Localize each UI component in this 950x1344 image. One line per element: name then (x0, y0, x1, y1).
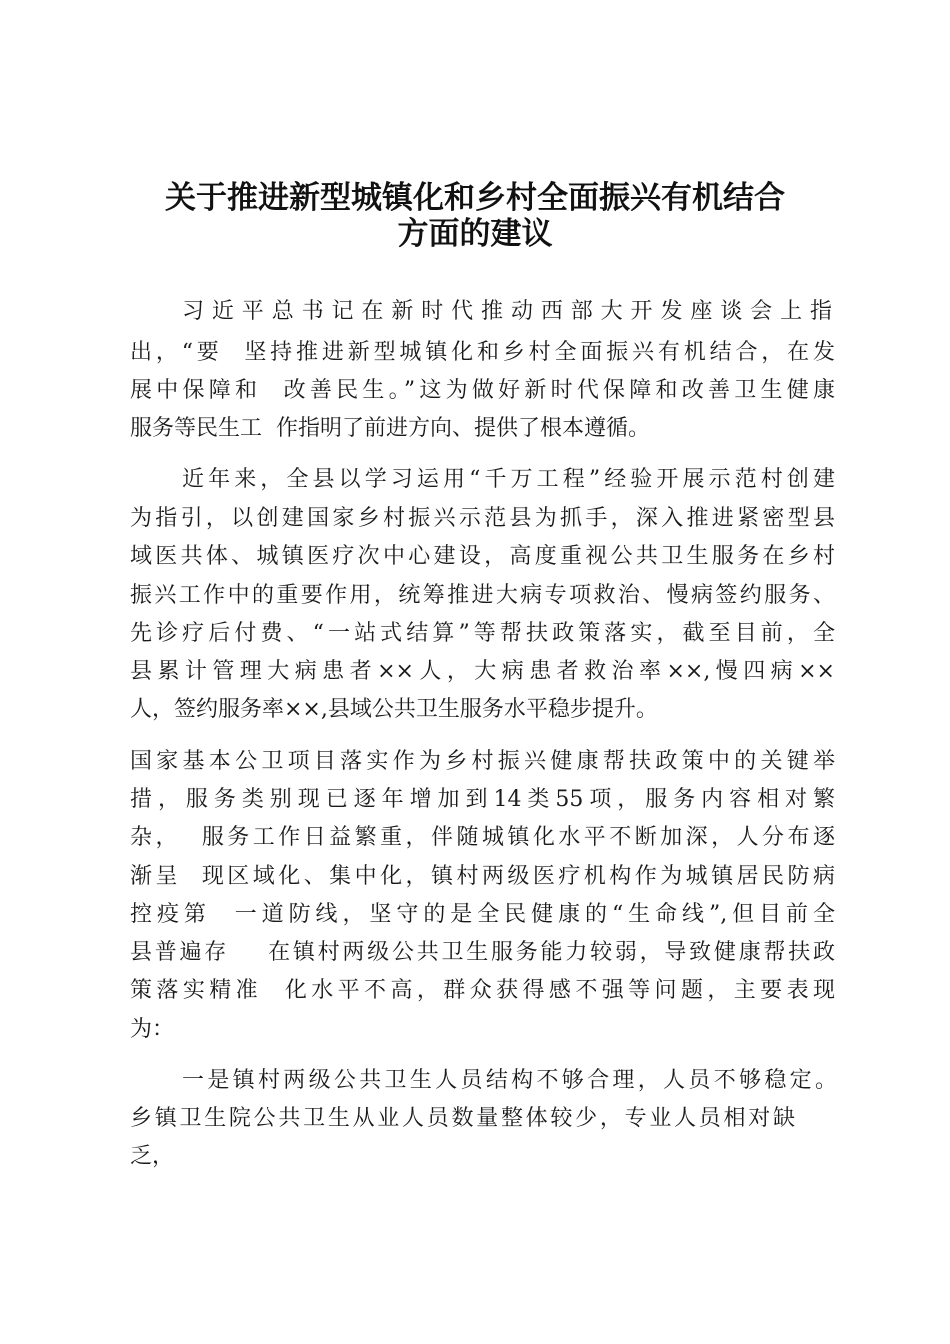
paragraph-line: 控疫第 一道防线，坚守的是全民健康的“生命线”,但目前全 (130, 902, 835, 927)
paragraph-line: 习近平总书记在新时代推动西部大开发座谈会上指 (182, 299, 832, 324)
paragraph-line: 策落实精准 化水平不高，群众获得感不强等问题，主要表现 (130, 978, 835, 1003)
paragraph-line: 展中保障和 改善民生。”这为做好新时代保障和改善卫生健康 (130, 378, 835, 403)
paragraph-line: 县普遍存 在镇村两级公共卫生服务能力较弱，导致健康帮扶政 (130, 940, 835, 965)
document-title-line-1: 关于推进新型城镇化和乡村全面振兴有机结合 (165, 180, 785, 216)
paragraph-line: 服务等民生工 作指明了前进方向、提供了根本遵循。 (130, 416, 650, 441)
paragraph-line: 一是镇村两级公共卫生人员结构不够合理，人员不够稳定。 (182, 1068, 837, 1093)
paragraph-line: 先诊疗后付费、“一站式结算”等帮扶政策落实，截至目前，全 (130, 621, 835, 646)
paragraph-line: 出，“要 坚持推进新型城镇化和乡村全面振兴有机结合，在发 (130, 340, 835, 365)
paragraph-line: 乡镇卫生院公共卫生从业人员数量整体较少，专业人员相对缺 (130, 1106, 795, 1131)
paragraph-line: 县累计管理大病患者××人，大病患者救治率××,慢四病×× (130, 659, 835, 684)
paragraph-line: 为指引，以创建国家乡村振兴示范县为抓手，深入推进紧密型县 (130, 506, 835, 531)
paragraph-line: 国家基本公卫项目落实作为乡村振兴健康帮扶政策中的关键举 (130, 749, 835, 774)
paragraph-line: 近年来，全县以学习运用“千万工程”经验开展示范村创建 (182, 467, 835, 492)
document-title-line-2: 方面的建议 (397, 216, 553, 252)
paragraph-line: 措，服务类别现已逐年增加到14类55项，服务内容相对繁 (130, 787, 835, 812)
paragraph-line: 乏， (130, 1144, 175, 1169)
paragraph-line: 为： (130, 1017, 175, 1042)
paragraph-line: 杂， 服务工作日益繁重，伴随城镇化水平不断加深，人分布逐 (130, 825, 835, 850)
paragraph-line: 渐呈 现区域化、集中化，镇村两级医疗机构作为城镇居民防病 (130, 864, 835, 889)
paragraph-line: 振兴工作中的重要作用，统筹推进大病专项救治、慢病签约服务、 (130, 583, 835, 608)
paragraph-line: 人，签约服务率××,县域公共卫生服务水平稳步提升。 (130, 697, 658, 722)
paragraph-line: 域医共体、城镇医疗次中心建设，高度重视公共卫生服务在乡村 (130, 544, 835, 569)
